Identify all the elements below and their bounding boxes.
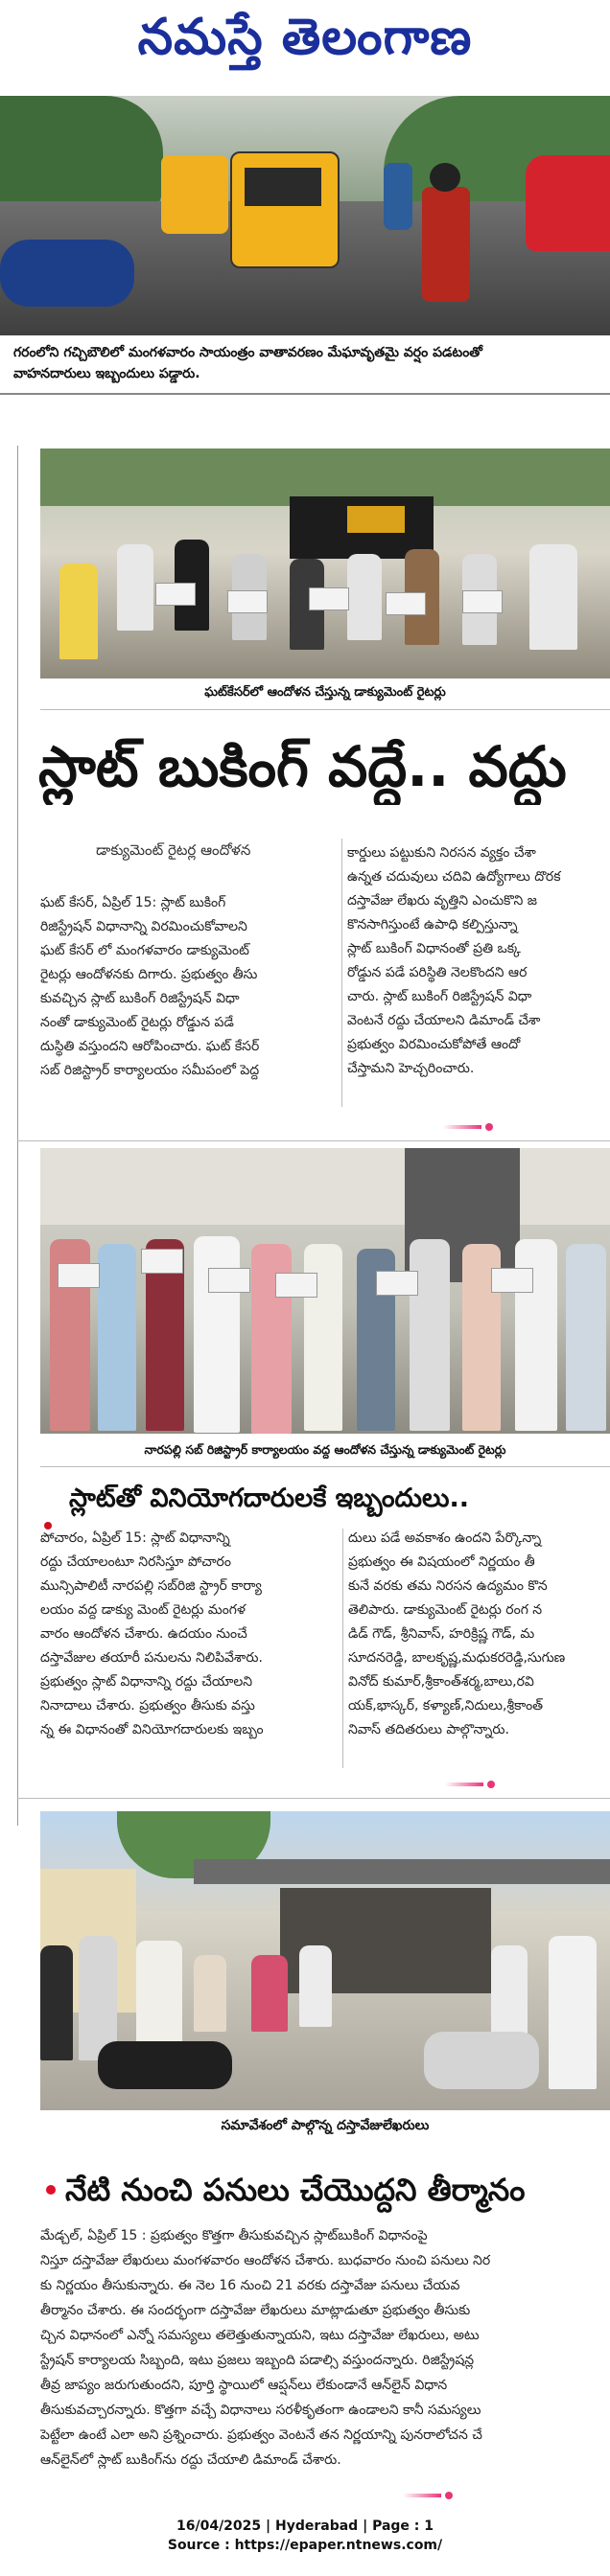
story2-col1-line: రైటర్లు ఆందోళనకు దిగారు. ప్రభుత్వం తీసు <box>40 967 258 982</box>
story3-col2-line: డిడ్ గౌడ్, శ్రీనివాస్, హరిక్రిష్ణ గౌడ్, మ <box>348 1626 535 1642</box>
story1-photo <box>0 96 610 335</box>
divider <box>40 709 610 710</box>
story2-col1-line: కువచ్చిన స్లాట్ బుకింగ్ రిజిస్ట్రేషన్ విధా <box>40 991 240 1006</box>
story4-body <box>40 2223 610 2472</box>
story2-col1-line: రిజిస్ట్రేషన్ విధానాన్ని విరమించుకోవాలని <box>40 919 247 934</box>
newspaper-title: నమస్తే తెలంగాణ <box>137 8 473 66</box>
story3-col2-line: తెలిపారు. డాక్యుమెంట్ రైటర్లు రంగ న <box>348 1602 543 1618</box>
story1-caption <box>13 342 598 384</box>
story3-col1-line: వారం ఆందోళన చేశారు. ఉదయం నుంచే <box>40 1626 247 1642</box>
column-rule <box>341 839 342 1107</box>
story3-col2 <box>348 1527 610 1742</box>
story4-line: మేడ్చల్, ఏప్రిల్ 15 : ప్రభుత్వం కొత్తగా తీసుకువచ్చిన స్లాట్‌బుకింగ్ విధానంపై <box>40 2228 428 2243</box>
story3-col1 <box>40 1527 336 1742</box>
story2-col2-line: ప్రభుత్వం విరమించుకోపోతే ఆందో <box>347 1037 521 1052</box>
story4-photo <box>40 1811 610 2110</box>
story4-line: కు నిర్ణయం తీసుకున్నారు. ఈ నెల 16 నుంచి 21 వరకు దస్తావేజు పనులు చేయవ <box>40 2278 460 2293</box>
story2-col2-line: దస్తావేజు లేఖరు వృత్తిని ఎంచుకొని జ <box>347 893 538 908</box>
story3-col2-line: దులు పడే అవకాశం ఉందని పేర్కొన్నా <box>348 1530 542 1546</box>
masthead <box>0 0 610 91</box>
footer <box>0 2517 610 2555</box>
story2-col2 <box>347 841 610 1081</box>
story3-photo-caption: నారపల్లి సబ్ రిజిస్ట్రార్ కార్యాలయం వద్ద ఆందోళన చేస్తున్న డాక్యుమెంట్ రైటర్లు <box>144 1442 506 1457</box>
story2-col1-line: సబ్ రిజిస్ట్రార్ కార్యాలయం సమీపంలో పెద్ద <box>40 1063 260 1078</box>
story3-col1-line: నినాదాలు చేశారు. ప్రభుత్వం తీసుకు వస్తు <box>40 1698 255 1714</box>
story4-line: స్ట్రేషన్ కార్యాలయ సిబ్బంది, ఇటు ప్రజలు ఇబ్బంది పడాల్సి వస్తుందన్నారు. రిజిస్ట్రేషన్ల <box>40 2353 475 2368</box>
story1-caption-line1: గరంలోని గచ్చిబౌలిలో మంగళవారం సాయంత్రం వాతావరణం మేఘావృతమై వర్షం పడటంతో <box>13 345 482 360</box>
story2-photo-caption: ఘట్‌కేసర్‌లో ఆందోళన చేస్తున్న డాక్యుమెంట్ రైటర్లు <box>204 685 446 700</box>
story3-col1-line: దస్తావేజుల తయారీ పనులను నిలిపివేశారు. <box>40 1650 263 1666</box>
story4-line: తీసుకువచ్చారన్నారు. కొత్తగా వచ్చే విధానాలు సరళీకృతంగా ఉండాలని కానీ సమస్యలు <box>40 2403 481 2418</box>
section-end-marker <box>443 1123 501 1131</box>
story2-col1-line: దుస్థితి వస్తుందని ఆరోపించారు. ఘట్ కేసర్ <box>40 1039 260 1054</box>
divider <box>17 1798 610 1799</box>
story2-col1 <box>40 891 333 1083</box>
story2-col2-line: కార్డులు పట్టుకుని నిరసన వ్యక్తం చేశా <box>347 845 536 861</box>
story4-line: పెట్టేలా ఉంటే ఎలా అని ప్రశ్నించారు. ప్రభుత్వం వెంటనే తన నిర్ణయాన్ని పునరాలోచన చే <box>40 2427 482 2443</box>
column-rule <box>17 446 18 1826</box>
story3-photo <box>40 1148 610 1434</box>
footer-date-line: 16/04/2025 | Hyderabad | Page : 1 <box>176 2518 434 2534</box>
story2-col2-line: స్లాట్ బుకింగ్ విధానంతో ప్రతి ఒక్క <box>347 941 521 956</box>
story3-headline: స్లాట్‌తో వినియోగదారులకే ఇబ్బందులు.. <box>69 1484 469 1513</box>
story3-col2-line: యక్,భాస్కర్, కళ్యాణ్,నిదులు,శ్రీకాంత్ <box>348 1698 544 1714</box>
story2-col2-line: కొనసాగిస్తుంటే ఉపాధి కల్పిస్తున్నా <box>347 917 518 932</box>
story1-caption-line2: వాహనదారులు ఇబ్బందులు పడ్డారు. <box>13 366 200 381</box>
story2-col2-line: చేస్తామని హెచ్చరించారు. <box>347 1061 475 1076</box>
story3-col2-line: సూదనరెడ్డి, బాలకృష్ణ,మధుకరరెడ్డి,సుగుణ <box>348 1650 566 1666</box>
story4-line: చ్చిన విధానంలో ఎన్నో సమస్యలు తలెత్తుతున్నాయని, ఇటు దస్తావేజు లేఖరులు, అటు <box>40 2328 480 2343</box>
story2-headline: స్లాట్ బుకింగ్ వద్దే.. వద్దు <box>38 734 567 799</box>
story4-line: తీవ్ర జాప్యం జరుగుతుందని, పూర్తి స్థాయిలో ఆప్షన్‌లు లేకుండానే ఆన్‌లైన్ విధాన <box>40 2378 448 2393</box>
story3-col2-line: ప్రభుత్వం ఈ విషయంలో నిర్ణయం తీ <box>348 1554 535 1570</box>
story2-subheading: డాక్యుమెంట్ రైటర్ల ఆందోళన <box>96 841 251 859</box>
story3-col1-line: ప్రభుత్వం స్లాట్ విధానాన్ని రద్దు చేయాలని <box>40 1674 253 1690</box>
story4-line: నిస్తూ దస్తావేజు లేఖరులు మంగళవారం ఆందోళన చేశారు. బుధవారం నుంచి పనులు నిర <box>40 2253 491 2268</box>
story4-photo-caption: సమావేశంలో పాల్గొన్న దస్తావేజులేఖరులు <box>221 2118 430 2133</box>
story3-col1-line: మున్సిపాలిటీ నారపల్లి సబ్‌రిజి స్ట్రార్ కార్యా <box>40 1578 262 1594</box>
divider <box>17 1140 610 1141</box>
story2-col1-line: నంతో డాక్యుమెంట్ రైటర్లు రోడ్డున పడే <box>40 1015 234 1030</box>
story3-col1-line: లయం వద్ద డాక్యు మెంట్ రైటర్లు మంగళ <box>40 1602 246 1618</box>
story2-col2-line: చారు. స్లాట్ బుకింగ్ రిజిస్ట్రేషన్ విధా <box>347 989 532 1004</box>
story2-photo <box>40 448 610 678</box>
section-end-marker <box>445 1781 503 1788</box>
story3-col2-line: కునే వరకు తమ నిరసన ఉద్యమం కొన <box>348 1578 548 1594</box>
story4-headline: నేటి నుంచి పనులు చేయొద్దని తీర్మానం <box>65 2172 526 2208</box>
story2-col1-line: ఘట్ కేసర్ లో మంగళవారం డాక్యుమెంట్ <box>40 943 249 958</box>
bullet-icon <box>46 2185 56 2195</box>
story3-col2-line: వినోద్ కుమార్,శ్రీకాంత్‌శర్మ,బాలు,రవి <box>348 1674 534 1690</box>
divider <box>40 1466 610 1467</box>
footer-source-line: Source : https://epaper.ntnews.com/ <box>167 2538 443 2553</box>
story2-col2-line: ఉన్నత చదువులు చదివి ఉద్యోగాలు దొరక <box>347 869 561 885</box>
story4-line: తీర్మానం చేశారు. ఈ సందర్భంగా దస్తావేజు లేఖరులు మాట్లాడుతూ ప్రభుత్వం తీసుకు <box>40 2303 471 2318</box>
story3-col2-line: నివాస్ తదితరులు పాల్గొన్నారు. <box>348 1722 509 1737</box>
column-rule <box>342 1529 343 1768</box>
story2-col2-line: వెంటనే రద్దు చేయాలని డిమాండ్ చేశా <box>347 1013 541 1028</box>
divider <box>0 393 610 395</box>
story3-col1-line: రద్దు చేయాలంటూ నిరసిస్తూ పోచారం <box>40 1554 231 1570</box>
section-end-marker <box>403 2492 460 2499</box>
story2-col2-line: రోడ్డున పడే పరిస్థితి నెలకొందని ఆర <box>347 965 528 980</box>
story2-col1-line: ఘట్ కేసర్, ఏప్రిల్ 15: స్లాట్ బుకింగ్ <box>40 895 226 910</box>
story3-col1-line: న్న ఈ విధానంతో వినియోగదారులకు ఇబ్బం <box>40 1722 264 1737</box>
story3-col1-line: పోచారం, ఏప్రిల్ 15: స్లాట్ విధానాన్ని <box>40 1530 230 1546</box>
story4-line: ఆన్‌లైన్‌లో స్లాట్ బుకింగ్‌ను రద్దు చేయాలి డిమాండ్ చేశారు. <box>40 2452 341 2468</box>
